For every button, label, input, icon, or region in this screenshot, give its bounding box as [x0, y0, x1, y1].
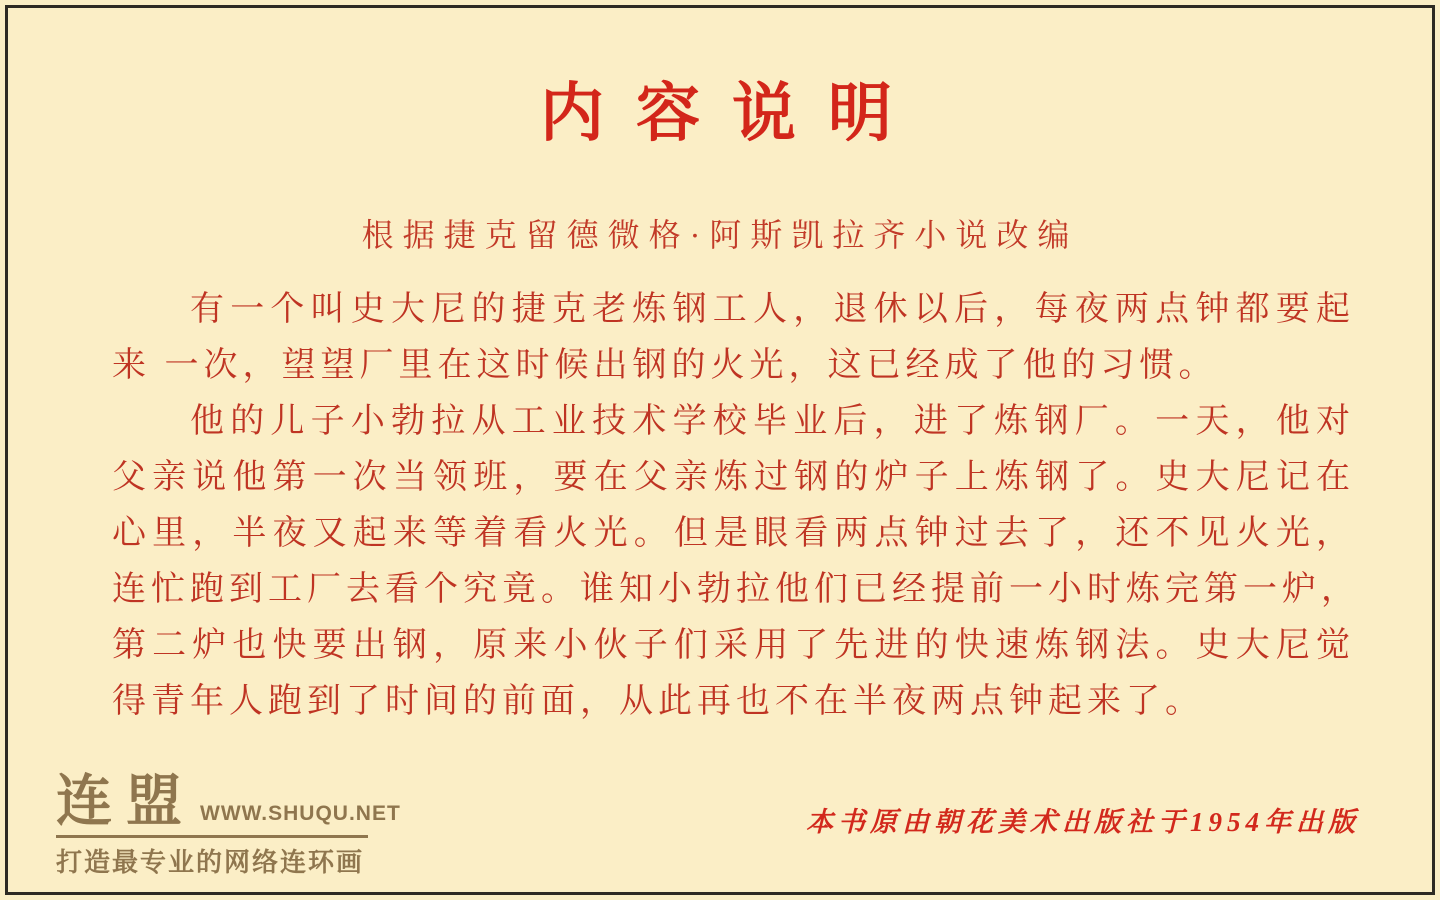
publisher-colophon: 本书原由朝花美术出版社于1954年出版	[806, 807, 1360, 837]
page-title: 内 容 说 明	[540, 78, 900, 149]
synopsis-line: 心里，半夜又起来等着看火光。但是眼看两点钟过去了，还不见火光，	[112, 515, 1355, 552]
lianmeng-logo: 连盟	[56, 771, 196, 833]
synopsis-line: 来 一次，望望厂里在这时候出钢的火光，这已经成了他的习惯。	[112, 347, 1218, 384]
synopsis-line: 得青年人跑到了时间的前面，从此再也不在半夜两点钟起来了。	[112, 683, 1204, 720]
watermark-header	[56, 772, 401, 832]
synopsis-line: 有一个叫史大尼的捷克老炼钢工人，退休以后，每夜两点钟都要起	[190, 291, 1355, 328]
watermark-slogan: 打造最专业的网络连环画	[56, 848, 365, 877]
synopsis-line: 父亲说他第一次当领班，要在父亲炼过钢的炉子上炼钢了。史大尼记在	[112, 459, 1355, 496]
synopsis-line: 他的儿子小勃拉从工业技术学校毕业后，进了炼钢厂。一天，他对	[190, 403, 1355, 440]
synopsis-line: 第二炉也快要出钢，原来小伙子们采用了先进的快速炼钢法。史大尼觉	[112, 627, 1355, 664]
adaptation-credit: 根据捷克留德微格·阿斯凯拉齐小说改编	[361, 217, 1079, 253]
watermark-divider	[56, 835, 368, 838]
synopsis-text	[112, 282, 1360, 730]
shuqu-watermark	[56, 772, 401, 879]
synopsis-line: 连忙跑到工厂去看个究竟。谁知小勃拉他们已经提前一小时炼完第一炉，	[112, 571, 1360, 608]
watermark-site-url: WWW.SHUQU.NET	[200, 802, 401, 825]
